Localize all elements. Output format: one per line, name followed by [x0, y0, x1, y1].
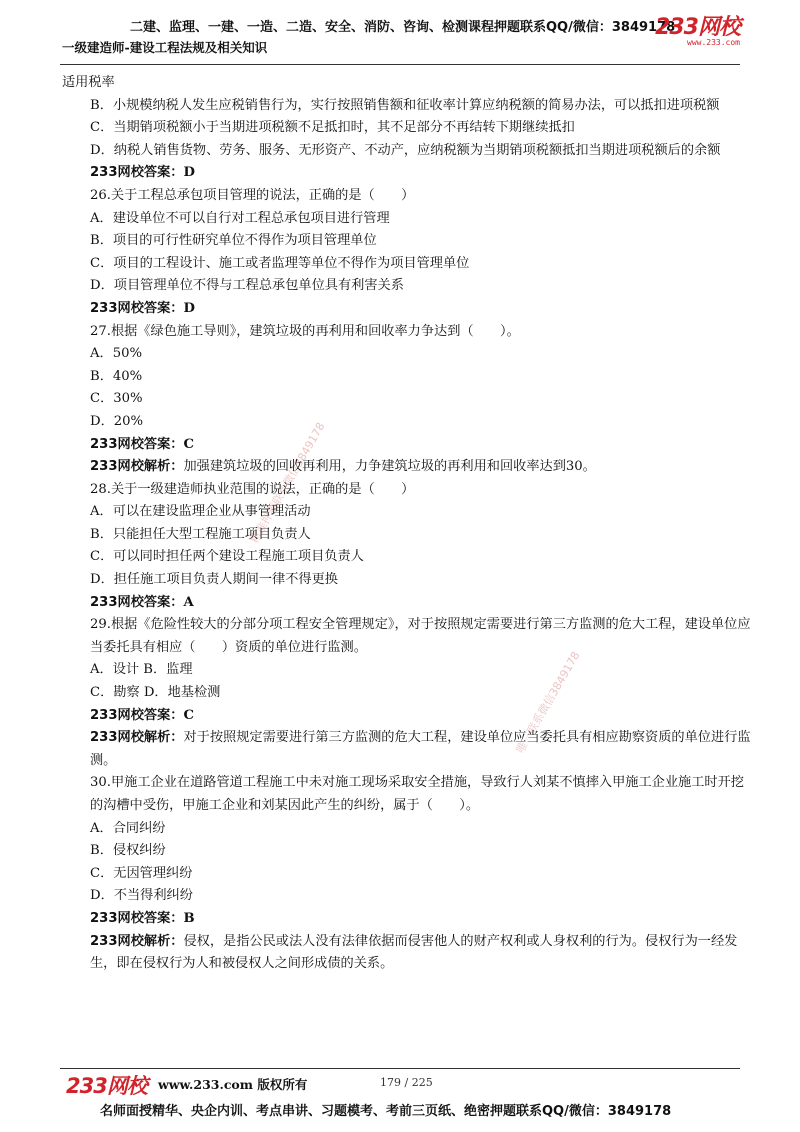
answer-label: 233网校答案：: [90, 300, 184, 316]
option-b: B．侵权纠纷: [90, 843, 166, 859]
footer-copyright: www.233.com 版权所有: [158, 1077, 308, 1092]
option-a: A．合同纠纷: [90, 820, 166, 836]
text-line: 适用税率: [62, 75, 115, 90]
analysis-text: 加强建筑垃圾的回收再利用，力争建筑垃圾的再利用和回收率达到30。: [183, 459, 596, 475]
page-number: 179 / 225: [380, 1076, 433, 1089]
option-c: C．当期销项税额小于当期进项税额不足抵扣时，其不足部分不再结转下期继续抵扣: [90, 120, 575, 136]
option-a: A．建设单位不可以自行对工程总承包项目进行管理: [90, 210, 390, 226]
answer-line: [62, 298, 752, 321]
watermark: 唯一联系微信3849178: [513, 649, 583, 756]
watermark: 精准押题联系微信3849178: [247, 420, 328, 546]
analysis-text: 侵权，是指公民或法人没有法律依据而侵害他人的财产权利或人身权利的行为。侵权行为一经发生，即在侵权行为人和被侵权人之间形成债的关系。: [90, 933, 738, 972]
options-cd: C．勘察 D．地基检测: [90, 685, 221, 701]
option-b: B．项目的可行性研究单位不得作为项目管理单位: [90, 233, 377, 249]
logo-text: 233网校: [655, 15, 740, 40]
answer-line: [62, 592, 752, 615]
analysis-line: [62, 456, 752, 479]
answer-line: [62, 705, 752, 728]
question-26: 26.关于工程总承包项目管理的说法，正确的是（ ）: [90, 187, 415, 203]
question-30: 30.甲施工企业在道路管道工程施工中未对施工现场采取安全措施，导致行人刘某不慎摔入甲施工企业施工时开挖的沟槽中受伤，甲施工企业和刘某因此产生的纠纷，属于（ ）。: [90, 775, 744, 813]
answer-label: 233网校答案：: [90, 436, 184, 452]
option-b: B．小规模纳税人发生应税销售行为，实行按照销售额和征收率计算应纳税额的简易办法，可以抵扣进项税额: [90, 97, 720, 113]
analysis-line: [62, 727, 752, 772]
option-d: D．纳税人销售货物、劳务、服务、无形资产、不动产，应纳税额为当期销项税额抵扣当期进项税额后的余额: [90, 142, 721, 158]
analysis-line: [62, 931, 752, 976]
analysis-label: 233网校解析：: [90, 459, 184, 475]
option-d: D．20%: [90, 413, 144, 429]
logo-url: www.233.com: [687, 38, 740, 47]
header-contact-line: 二建、监理、一建、一造、二造、安全、消防、咨询、检测课程押题联系QQ/微信：3849178: [130, 20, 676, 35]
option-d: D．项目管理单位不得与工程总承包单位具有利害关系: [90, 278, 404, 294]
answer-value: C: [183, 707, 194, 723]
page-header: [60, 14, 740, 62]
answer-line: [62, 162, 752, 185]
footer-logo: 233网校: [66, 1074, 147, 1098]
option-d: D．担任施工项目负责人期间一律不得更换: [90, 572, 338, 588]
answer-label: 233网校答案：: [90, 165, 184, 181]
option-a: A．50%: [90, 346, 143, 362]
analysis-text: 对于按照规定需要进行第三方监测的危大工程，建设单位应当委托具有相应勘察资质的单位进行监测。: [90, 730, 751, 768]
option-b: B．40%: [90, 368, 143, 384]
options-ab: A．设计 B．监理: [90, 662, 193, 678]
answer-value: A: [183, 594, 194, 610]
option-d: D．不当得利纠纷: [90, 888, 193, 904]
question-27: 27.根据《绿色施工导则》，建筑垃圾的再利用和回收率力争达到（ ）。: [90, 323, 520, 339]
answer-line: [62, 434, 752, 457]
analysis-label: 233网校解析：: [90, 730, 184, 746]
answer-line: [62, 908, 752, 931]
document-body: [62, 72, 752, 976]
footer-contact-line: 名师面授精华、央企内训、考点串讲、习题模考、考前三页纸、绝密押题联系QQ/微信：3849178: [100, 1104, 672, 1119]
option-c: C．可以同时担任两个建设工程施工项目负责人: [90, 549, 364, 565]
header-divider: [60, 64, 740, 65]
answer-value: B: [183, 910, 195, 926]
answer-value: D: [183, 300, 195, 316]
answer-label: 233网校答案：: [90, 594, 184, 610]
question-28: 28.关于一级建造师执业范围的说法，正确的是（ ）: [90, 481, 415, 497]
header-subtitle: 一级建造师-建设工程法规及相关知识: [62, 40, 268, 55]
question-29: 29.根据《危险性较大的分部分项工程安全管理规定》，对于按照规定需要进行第三方监测的危大工程，建设单位应当委托具有相应（ ）资质的单位进行监测。: [90, 617, 751, 655]
option-c: C．项目的工程设计、施工或者监理等单位不得作为项目管理单位: [90, 255, 470, 271]
option-c: C．30%: [90, 391, 143, 407]
answer-value: C: [183, 436, 194, 452]
answer-label: 233网校答案：: [90, 707, 184, 723]
answer-label: 233网校答案：: [90, 910, 184, 926]
option-b: B．只能担任大型工程施工项目负责人: [90, 526, 311, 542]
option-c: C．无因管理纠纷: [90, 865, 193, 881]
answer-value: D: [183, 165, 195, 181]
option-a: A．可以在建设监理企业从事管理活动: [90, 504, 311, 520]
header-logo: [655, 16, 740, 47]
analysis-label: 233网校解析：: [90, 933, 184, 949]
footer-divider: [60, 1068, 740, 1069]
